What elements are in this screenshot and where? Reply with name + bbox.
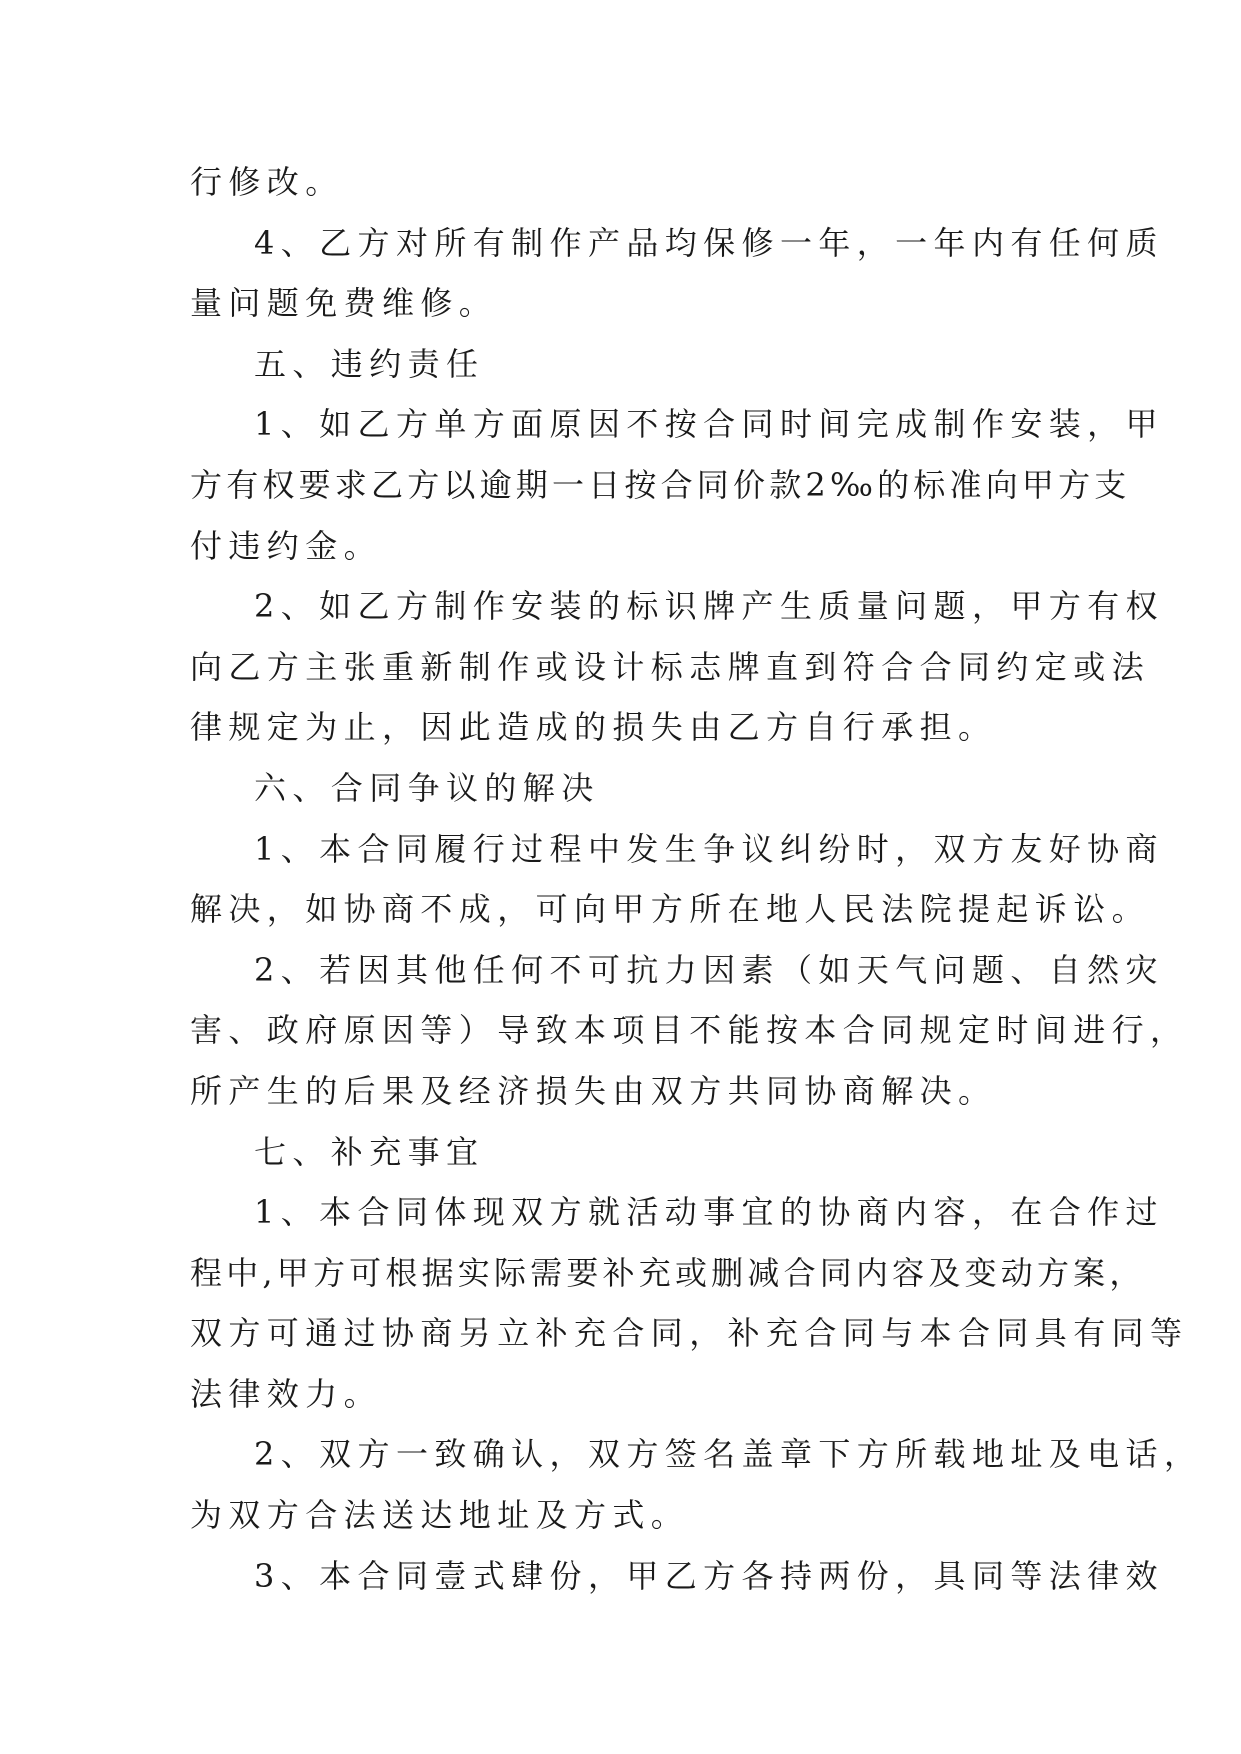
- text-line: 解决，如协商不成，可向甲方所在地人民法院提起诉讼。: [190, 890, 1151, 929]
- text-line: 4、乙方对所有制作产品均保修一年，一年内有任何质: [254, 223, 1164, 262]
- text-line: 2、双方一致确认，双方签名盖章下方所载地址及电话，: [254, 1435, 1203, 1474]
- text-line: 1、本合同履行过程中发生争议纠纷时，双方友好协商: [254, 829, 1164, 868]
- section-heading: 七、补充事宜: [254, 1132, 485, 1171]
- text-line: 1、如乙方单方面原因不按合同时间完成制作安装，甲: [254, 405, 1164, 444]
- section-heading: 六、合同争议的解决: [254, 768, 600, 807]
- text-line: 3、本合同壹式肆份，甲乙方各持两份，具同等法律效: [254, 1556, 1164, 1595]
- text-line: 付违约金。: [190, 526, 383, 565]
- text-line: 律规定为止，因此造成的损失由乙方自行承担。: [190, 708, 997, 747]
- text-line: 所产生的后果及经济损失由双方共同协商解决。: [190, 1071, 997, 1110]
- section-heading: 五、违约责任: [254, 344, 485, 383]
- document-body: [190, 152, 1203, 1606]
- text-line: 害、政府原因等）导致本项目不能按本合同规定时间进行，: [190, 1011, 1189, 1050]
- text-line: 为双方合法送达地址及方式。: [190, 1496, 690, 1535]
- text-line: 2、如乙方制作安装的标识牌产生质量问题，甲方有权: [254, 587, 1164, 626]
- text-line: 双方可通过协商另立补充合同，补充合同与本合同具有同等: [190, 1314, 1189, 1353]
- text-line: 程中,甲方可根据实际需要补充或删减合同内容及变动方案，: [190, 1253, 1146, 1292]
- text-line: 方有权要求乙方以逾期一日按合同价款2‰的标准向甲方支: [190, 465, 1131, 504]
- text-line: 行修改。: [190, 163, 344, 201]
- text-line: 向乙方主张重新制作或设计标志牌直到符合合同约定或法: [190, 647, 1151, 686]
- text-line: 1、本合同体现双方就活动事宜的协商内容，在合作过: [254, 1193, 1164, 1232]
- text-line: 2、若因其他任何不可抗力因素（如天气问题、自然灾: [254, 950, 1164, 989]
- text-line: 量问题免费维修。: [190, 284, 498, 323]
- text-line: 法律效力。: [190, 1374, 383, 1413]
